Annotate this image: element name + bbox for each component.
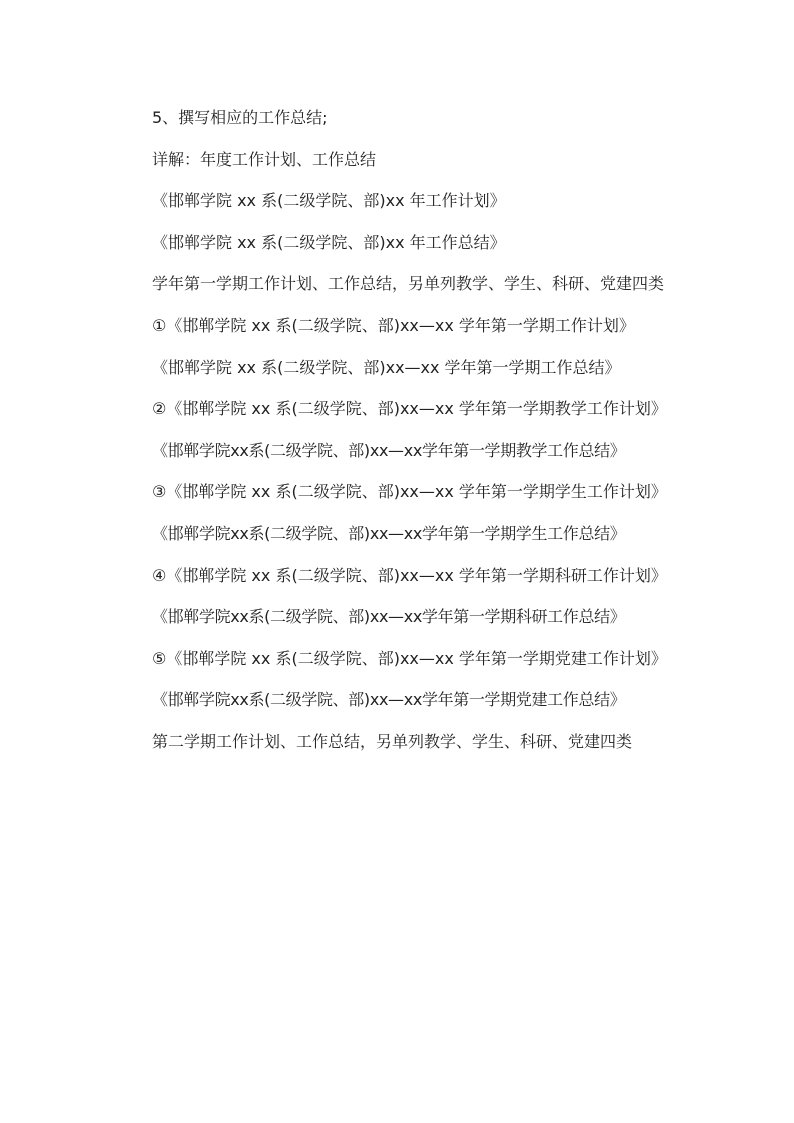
paragraph-detail: 详解：年度工作计划、工作总结: [152, 149, 377, 169]
paragraph-first-semester-intro: 学年第一学期工作计划、工作总结，另单列教学、学生、科研、党建四类: [152, 274, 665, 294]
paragraph-item-3-plan: ③《邯郸学院 xx 系(二级学院、部)xx—xx 学年第一学期学生工作计划》: [152, 482, 667, 502]
paragraph-item-2-plan: ②《邯郸学院 xx 系(二级学院、部)xx—xx 学年第一学期教学工作计划》: [152, 399, 667, 419]
document-body: [120, 97, 674, 763]
paragraph-step-5: 5、撰写相应的工作总结;: [152, 108, 328, 127]
paragraph-item-4-plan: ④《邯郸学院 xx 系(二级学院、部)xx—xx 学年第一学期科研工作计划》: [152, 565, 667, 585]
paragraph-item-3-summary: 《邯郸学院xx系(二级学院、部)xx—xx学年第一学期学生工作总结》: [152, 523, 626, 543]
paragraph-item-2-summary: 《邯郸学院xx系(二级学院、部)xx—xx学年第一学期教学工作总结》: [152, 440, 626, 460]
paragraph-item-1-summary: 《邯郸学院 xx 系(二级学院、部)xx—xx 学年第一学期工作总结》: [152, 357, 621, 377]
paragraph-item-4-summary: 《邯郸学院xx系(二级学院、部)xx—xx学年第一学期科研工作总结》: [152, 607, 626, 627]
paragraph-item-1-plan: ①《邯郸学院 xx 系(二级学院、部)xx—xx 学年第一学期工作计划》: [152, 315, 635, 335]
paragraph-annual-summary: 《邯郸学院 xx 系(二级学院、部)xx 年工作总结》: [152, 232, 506, 252]
paragraph-second-semester-intro: 第二学期工作计划、工作总结，另单列教学、学生、科研、党建四类: [152, 731, 633, 751]
paragraph-item-5-summary: 《邯郸学院xx系(二级学院、部)xx—xx学年第一学期党建工作总结》: [152, 690, 626, 710]
paragraph-item-5-plan: ⑤《邯郸学院 xx 系(二级学院、部)xx—xx 学年第一学期党建工作计划》: [152, 648, 667, 668]
paragraph-annual-plan: 《邯郸学院 xx 系(二级学院、部)xx 年工作计划》: [152, 191, 506, 211]
